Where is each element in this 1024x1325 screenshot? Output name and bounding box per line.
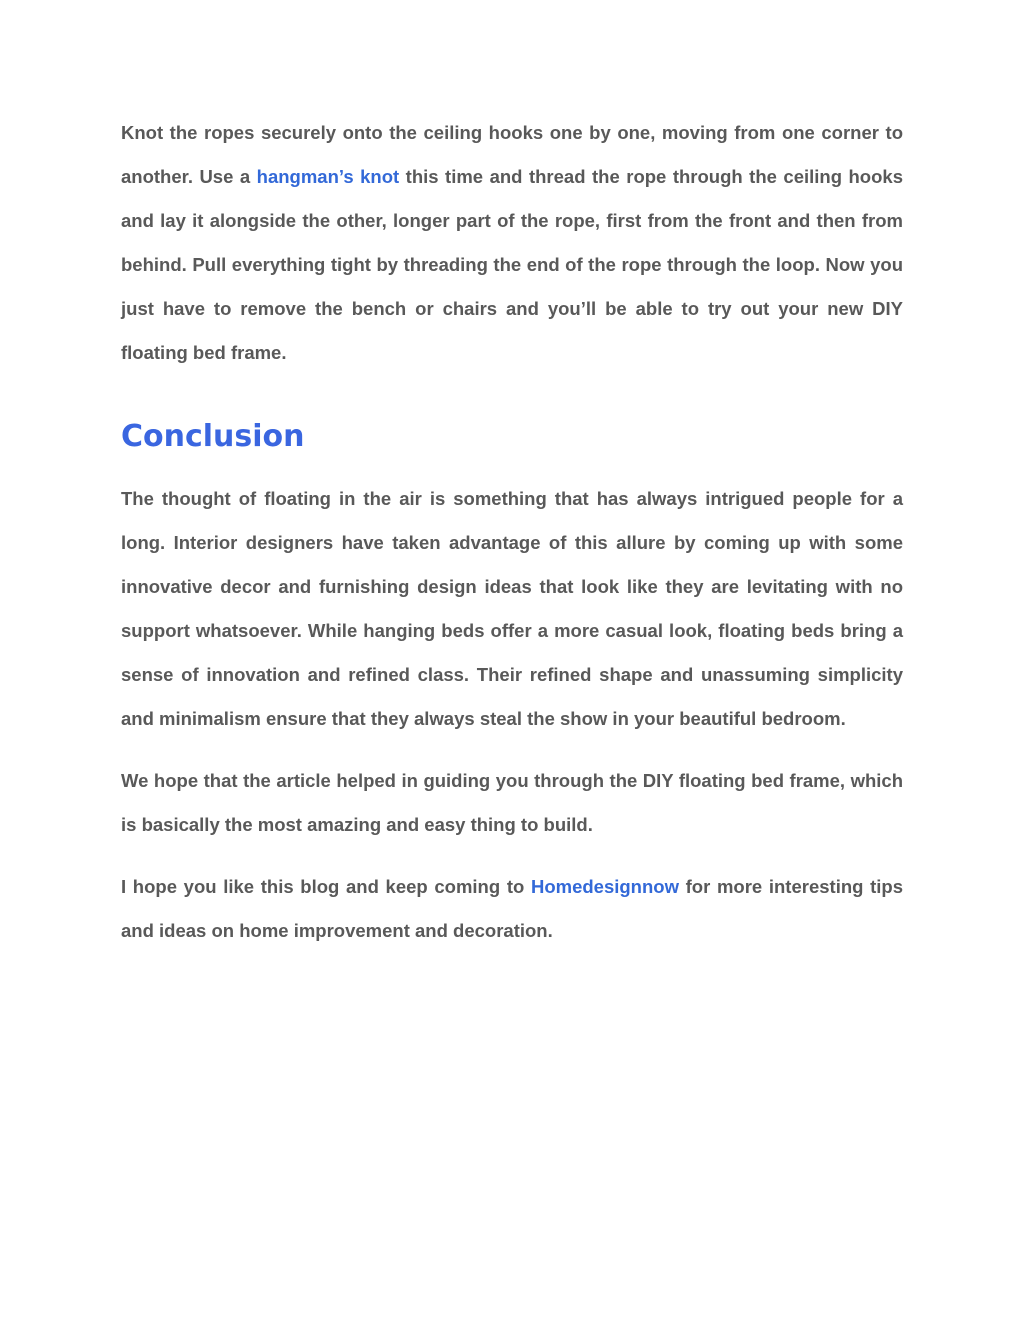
conclusion-paragraph-3 xyxy=(121,865,903,953)
conclusion-heading: Conclusion xyxy=(121,419,305,454)
document-page xyxy=(121,111,903,953)
instruction-text-start: Knot the ropes securely onto the ceiling hooks one by one, moving from one corner to another. Use a xyxy=(121,122,903,187)
instruction-paragraph xyxy=(121,111,903,375)
homedesignnow-link[interactable]: Homedesignnow xyxy=(530,876,679,897)
conclusion-paragraph-1: The thought of floating in the air is something that has always intrigued people for a long. Interior designers have taken advantage of this allure by coming up with some innovative decor and furnishing design ideas that look like they are levitating with no support whatsoever. While hanging beds offer a more casual look, floating beds bring a sense of innovation and refined class. Their refined shape and unassuming simplicity and minimalism ensure that they always steal the show in your beautiful bedroom. xyxy=(121,488,903,729)
instruction-text-end: this time and thread the rope through the ceiling hooks and lay it alongside the other, longer part of the rope, first from the front and then from behind. Pull everything tight by threading the end of the rope through the loop. Now you just have to remove the bench or chairs and you’ll be able to try out your new DIY floating bed frame. xyxy=(121,166,903,363)
closing-text-start: I hope you like this blog and keep coming to xyxy=(121,876,531,897)
closing-text-end: for more interesting tips and ideas on home improvement and decoration. xyxy=(121,876,903,941)
hangmans-knot-link[interactable]: hangman’s knot xyxy=(256,166,400,187)
conclusion-paragraph-2: We hope that the article helped in guiding you through the DIY floating bed frame, which is basically the most amazing and easy thing to build. xyxy=(121,770,903,835)
